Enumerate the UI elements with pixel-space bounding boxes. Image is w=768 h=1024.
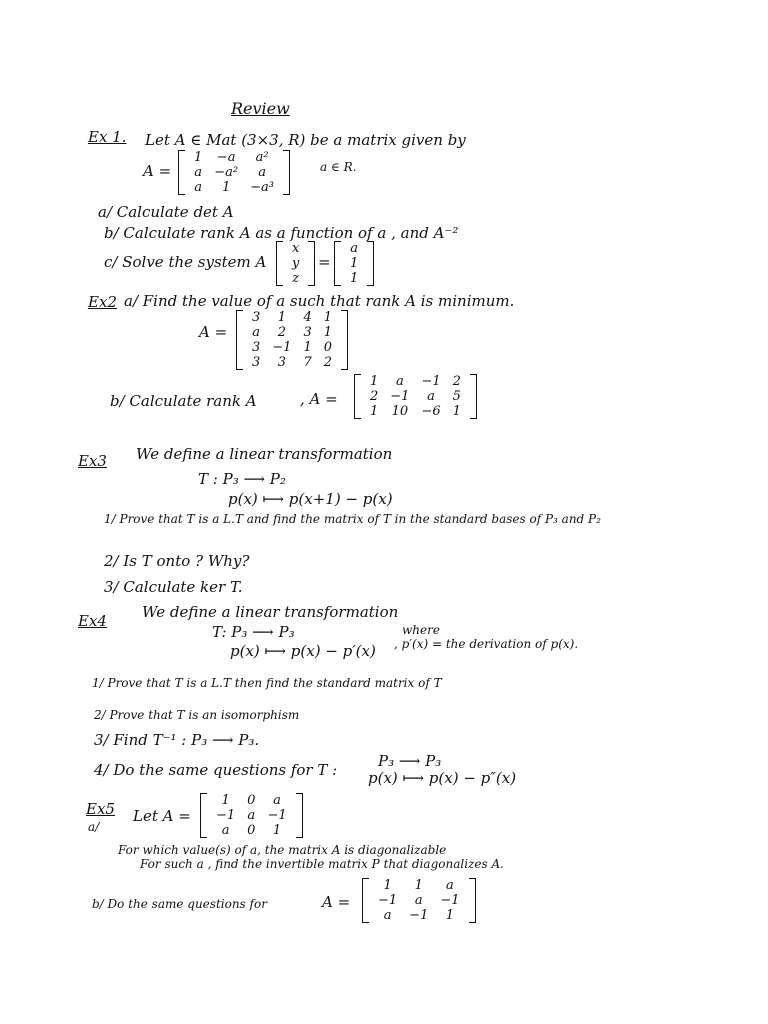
matrix-cell: a — [247, 808, 256, 823]
matrix-cell: 1 — [323, 325, 333, 340]
matrix-cell: 1 — [445, 908, 455, 923]
matrix-cell: a² — [255, 150, 269, 165]
matrix-cell: 1 — [383, 878, 392, 893]
matrix-row — [286, 271, 305, 286]
matrix-cell: z — [292, 271, 300, 286]
ex5-question-b: b/ Do the same questions for — [92, 897, 267, 911]
matrix-cell: a — [446, 878, 454, 893]
matrix-cell: 1 — [194, 150, 203, 165]
ex3-question-1: 1/ Prove that T is a L.T and find the matrix of T in the standard bases of P₃ and P₂ — [104, 512, 601, 526]
ex2-b-eq: , A = — [300, 390, 338, 408]
ex1-question-c: c/ Solve the system A — [104, 253, 267, 271]
ex1-vector-xyz — [276, 241, 315, 286]
matrix-row — [188, 180, 280, 195]
ex1-question-b: b/ Calculate rank A as a function of a , and A⁻² — [104, 224, 459, 242]
matrix-cell: 1 — [452, 404, 461, 419]
matrix-row — [210, 823, 293, 838]
matrix-cell: 3 — [252, 355, 261, 370]
ex1-domain: a ∈ R. — [320, 160, 357, 174]
matrix-cell: 1 — [414, 878, 423, 893]
ex3-map: T : P₃ ⟶ P₂ — [198, 470, 286, 488]
ex4-question-4: 4/ Do the same questions for T : — [94, 761, 338, 779]
matrix-cell: a — [221, 823, 230, 838]
matrix-cell: 2 — [452, 374, 461, 389]
ex5-b-eq: A = — [322, 893, 351, 911]
ex4-intro: We define a linear transformation — [142, 603, 399, 621]
matrix-cell: 1 — [222, 180, 231, 195]
matrix-row — [188, 165, 280, 180]
matrix-cell: −1 — [390, 389, 410, 404]
ex5-matrix — [200, 793, 303, 838]
matrix-cell: a — [395, 374, 404, 389]
matrix-cell: a — [350, 241, 359, 256]
matrix-row — [344, 241, 364, 256]
matrix-row — [372, 893, 466, 908]
ex1-intro: Let A ∈ Mat (3×3, R) be a matrix given by — [145, 131, 466, 149]
matrix-row — [246, 310, 338, 325]
ex1-question-a: a/ Calculate det A — [98, 203, 234, 221]
ex2-matrix-b — [354, 374, 477, 419]
matrix-cell: a — [194, 165, 203, 180]
matrix-cell: −1 — [378, 893, 398, 908]
matrix-cell: 2 — [323, 355, 333, 370]
matrix-cell: 1 — [370, 374, 379, 389]
matrix-cell: 2 — [277, 325, 286, 340]
ex5-line-1: For which value(s) of a, the matrix A is diagonalizable — [118, 843, 447, 857]
matrix-cell: 3 — [252, 310, 261, 325]
matrix-cell: −1 — [216, 808, 236, 823]
ex2-question-a: a/ Find the value of a such that rank A is minimum. — [124, 292, 515, 310]
matrix-row — [344, 271, 364, 286]
ex1-matrix-table — [188, 150, 280, 195]
ex2-a-eq: A = — [199, 323, 228, 341]
matrix-cell: 0 — [323, 340, 333, 355]
matrix-cell: 4 — [303, 310, 312, 325]
matrix-cell: 10 — [391, 404, 409, 419]
matrix-cell: 7 — [303, 355, 312, 370]
matrix-cell: a — [414, 893, 423, 908]
ex1-vector-xyz-table — [286, 241, 305, 286]
ex5-matrix-b — [362, 878, 476, 923]
matrix-cell: a — [427, 389, 435, 404]
matrix-cell: −1 — [421, 374, 441, 389]
matrix-cell: 2 — [370, 389, 379, 404]
matrix-cell: a — [383, 908, 392, 923]
matrix-cell: 0 — [247, 823, 256, 838]
ex3-question-2: 2/ Is T onto ? Why? — [104, 552, 250, 570]
matrix-cell: 0 — [247, 793, 256, 808]
ex1-matrix — [178, 150, 290, 195]
matrix-cell: 1 — [350, 256, 359, 271]
ex5-sub-a: a/ — [88, 820, 100, 834]
matrix-row — [364, 404, 467, 419]
matrix-cell: −1 — [409, 908, 429, 923]
matrix-row — [246, 355, 338, 370]
matrix-cell: 5 — [452, 389, 461, 404]
matrix-cell: −a² — [214, 165, 239, 180]
matrix-row — [246, 340, 338, 355]
matrix-cell: −a — [216, 150, 236, 165]
ex1-vector-rhs — [334, 241, 374, 286]
matrix-cell: −1 — [440, 893, 460, 908]
matrix-cell: x — [292, 241, 300, 256]
matrix-row — [372, 908, 466, 923]
ex1-vector-rhs-table — [344, 241, 364, 286]
ex5-line-2: For such a , find the invertible matrix P that diagonalizes A. — [140, 857, 504, 871]
ex2-label: Ex2 — [88, 293, 117, 311]
matrix-cell: 3 — [252, 340, 261, 355]
matrix-row — [364, 374, 467, 389]
matrix-cell: −1 — [272, 340, 292, 355]
ex5-intro: Let A = — [133, 807, 191, 825]
ex4-derivation: , p′(x) = the derivation of p(x). — [394, 637, 579, 651]
ex2-matrix-b-table — [364, 374, 467, 419]
ex4-rule: p(x) ⟼ p(x) − p′(x) — [230, 642, 376, 660]
ex1-equals: = — [318, 253, 331, 271]
ex2-matrix — [236, 310, 348, 370]
ex4-where: where — [402, 623, 440, 637]
matrix-cell: 1 — [272, 823, 282, 838]
ex4-label: Ex4 — [78, 612, 107, 630]
ex4-map: T: P₃ ⟶ P₃ — [212, 623, 295, 641]
matrix-cell: −a³ — [250, 180, 274, 195]
matrix-cell: 1 — [350, 271, 359, 286]
ex5-label: Ex5 — [86, 800, 115, 818]
matrix-cell: −6 — [421, 404, 441, 419]
matrix-row — [372, 878, 466, 893]
matrix-cell: 1 — [323, 310, 333, 325]
matrix-row — [344, 256, 364, 271]
ex4-question-3: 3/ Find T⁻¹ : P₃ ⟶ P₃. — [94, 731, 260, 749]
matrix-cell: a — [252, 325, 261, 340]
ex2-matrix-table — [246, 310, 338, 370]
ex3-question-3: 3/ Calculate ker T. — [104, 578, 243, 596]
ex5-matrix-table — [210, 793, 293, 838]
matrix-row — [210, 808, 293, 823]
ex3-intro: We define a linear transformation — [136, 445, 393, 463]
ex1-label: Ex 1. — [88, 128, 127, 146]
matrix-row — [210, 793, 293, 808]
matrix-cell: 1 — [370, 404, 379, 419]
ex3-label: Ex3 — [78, 452, 107, 470]
matrix-cell: 1 — [303, 340, 312, 355]
ex3-rule: p(x) ⟼ p(x+1) − p(x) — [228, 490, 393, 508]
matrix-cell: a — [258, 165, 266, 180]
ex4-map-2: P₃ ⟶ P₃ — [378, 752, 442, 770]
matrix-cell: 1 — [277, 310, 286, 325]
matrix-cell: y — [292, 256, 300, 271]
matrix-cell: 1 — [221, 793, 230, 808]
matrix-cell: −1 — [267, 808, 287, 823]
matrix-row — [286, 256, 305, 271]
matrix-cell: a — [273, 793, 281, 808]
matrix-cell: 3 — [277, 355, 286, 370]
ex4-rule-2: p(x) ⟼ p(x) − p″(x) — [368, 769, 517, 787]
matrix-row — [364, 389, 467, 404]
matrix-cell: a — [194, 180, 203, 195]
ex4-question-1: 1/ Prove that T is a L.T then find the standard matrix of T — [92, 676, 442, 690]
ex1-a-eq: A = — [143, 162, 172, 180]
matrix-cell: 3 — [303, 325, 312, 340]
ex4-question-2: 2/ Prove that T is an isomorphism — [94, 708, 300, 722]
page-title: Review — [231, 99, 290, 118]
ex5-matrix-b-table — [372, 878, 466, 923]
ex2-question-b: b/ Calculate rank A — [110, 392, 257, 410]
matrix-row — [188, 150, 280, 165]
matrix-row — [286, 241, 305, 256]
matrix-row — [246, 325, 338, 340]
